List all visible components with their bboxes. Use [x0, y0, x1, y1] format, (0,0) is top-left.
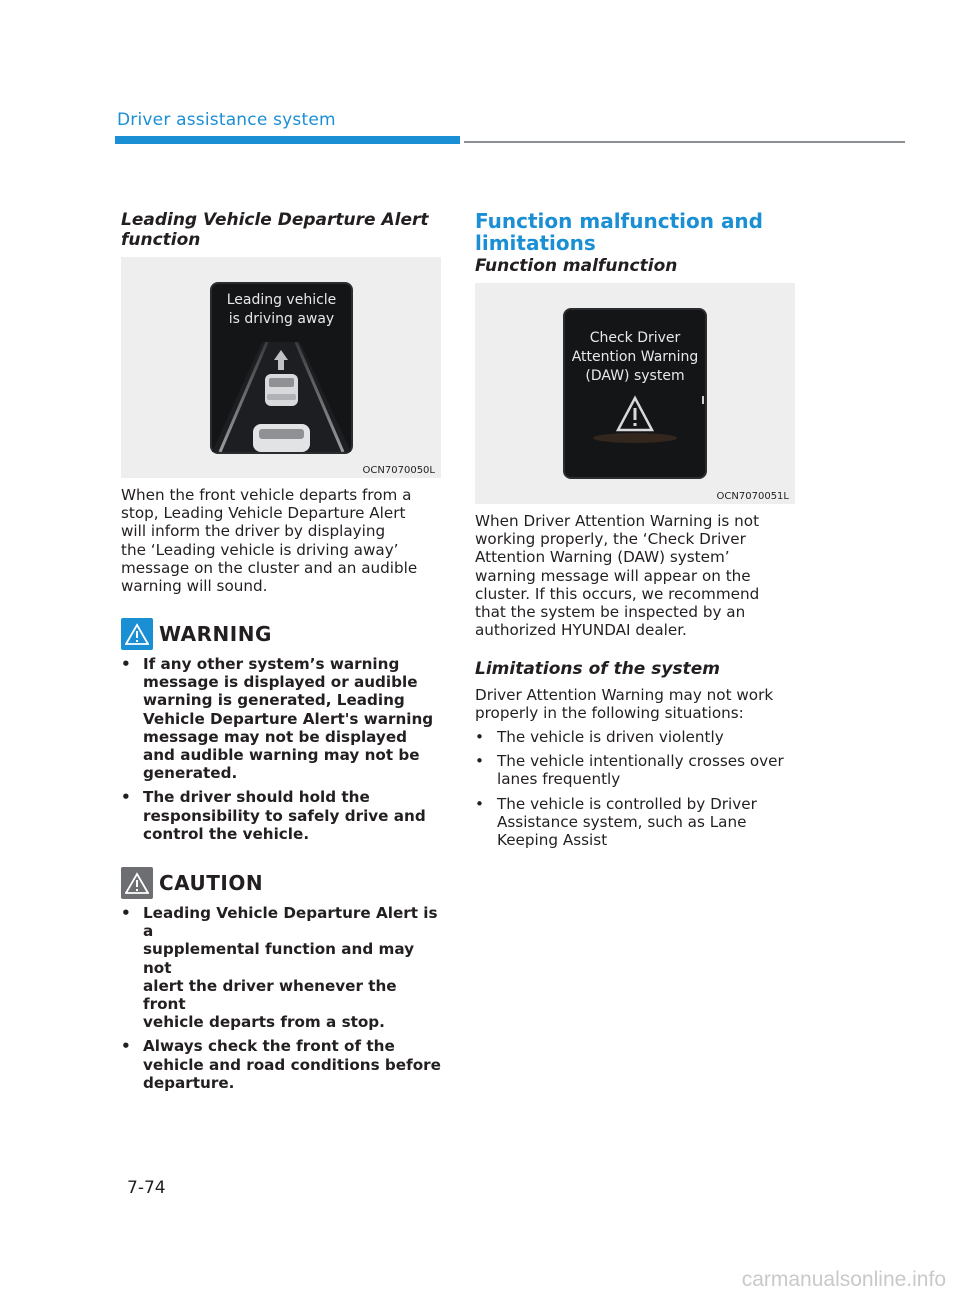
list-item: • The driver should hold the responsibility to safely drive and control the vehicle. [121, 788, 426, 843]
caution-badge [121, 867, 153, 899]
caution-header [121, 867, 263, 899]
list-item: • The vehicle intentionally crosses over lanes frequently [475, 752, 784, 789]
header-rule-accent [115, 136, 460, 144]
warning-header [121, 618, 272, 650]
caution-triangle-icon [125, 872, 149, 894]
figure-code: OCN7070051L [716, 491, 789, 502]
watermark: carmanualsonline.info [741, 1268, 946, 1291]
road-vehicles-illustration [212, 342, 351, 452]
header-rule [464, 141, 905, 143]
section-title: Driver assistance system [117, 110, 336, 130]
limitations-intro: Driver Attention Warning may not work properly in the following situations: [475, 686, 774, 723]
list-item: • The vehicle is controlled by Driver Assistance system, such as Lane Keeping Assist [475, 794, 757, 850]
warning-title: WARNING [159, 622, 272, 646]
warning-badge [121, 618, 153, 650]
list-item: • The vehicle is driven violently [475, 728, 724, 746]
caution-list [121, 904, 441, 1098]
page-number: 7-74 [127, 1178, 166, 1198]
lvda-description: When the front vehicle departs from a stop, Leading Vehicle Departure Alert will inform the driver by displaying the ‘Leading vehicle is driving away’ message on the cluster and an audible warning will sound. [121, 486, 418, 596]
lvda-heading: Leading Vehicle Departure Alert function [121, 210, 429, 250]
list-item: • Always check the front of the vehicle and road conditions before departure. [121, 1037, 441, 1092]
limitations-heading: Limitations of the system [475, 659, 720, 679]
figure-code: OCN7070050L [362, 465, 435, 476]
warning-list [121, 655, 441, 849]
list-item: • If any other system’s warning message is displayed or audible warning is generated, Leading Vehicle Departure Alert's warning message may not be displayed and audible warning may not be generated. [121, 655, 434, 783]
daw-figure [475, 283, 795, 504]
malfunction-subheading: Function malfunction [475, 256, 678, 276]
cluster-message: Check Driver Attention Warning (DAW) system [571, 330, 699, 384]
malfunction-heading: Function malfunction and limitations [475, 209, 763, 255]
cluster-message: Leading vehicle is driving away [226, 292, 337, 327]
warning-triangle-icon [125, 623, 149, 645]
limitations-list [475, 728, 795, 855]
lvda-figure [121, 257, 441, 478]
malfunction-description: When Driver Attention Warning is not working properly, the ‘Check Driver Attention Warning (DAW) system’ warning message will appear on the cluster. If this occurs, we recommend that the system be inspected by an authorized HYUNDAI dealer. [475, 512, 760, 640]
caution-title: CAUTION [159, 871, 264, 895]
list-item: • Leading Vehicle Departure Alert is a supplemental function and may not alert the driver whenever the front vehicle departs from a stop. [121, 904, 438, 1032]
warning-triangle-icon [565, 394, 705, 444]
cluster-display [563, 308, 707, 479]
cluster-display [210, 282, 353, 454]
